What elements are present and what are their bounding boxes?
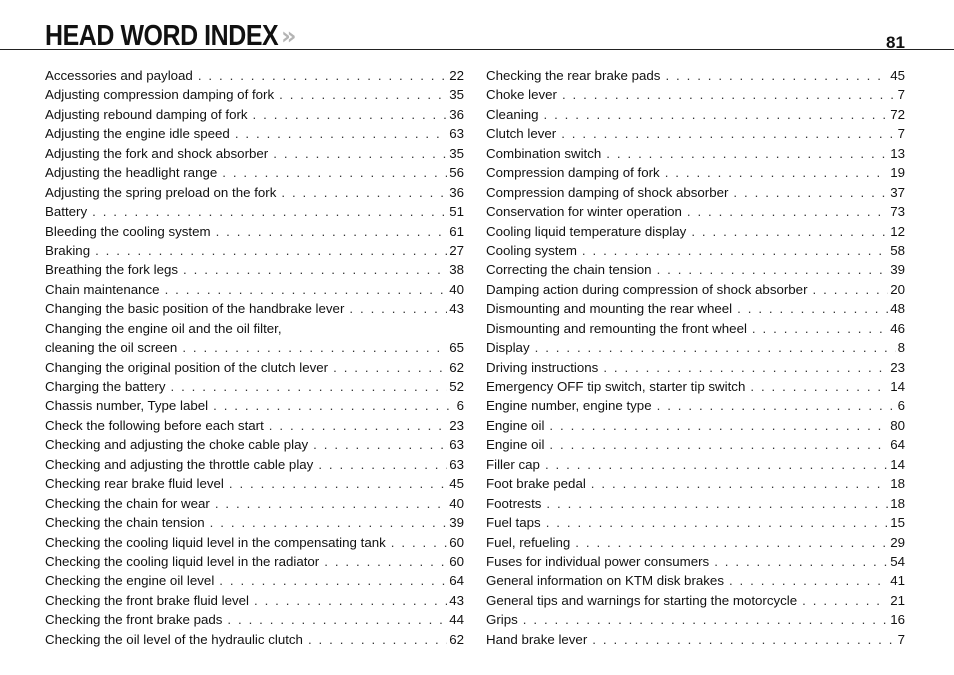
index-entry — [45, 319, 464, 338]
entry-page-number: 41 — [890, 573, 905, 589]
entry-label: Clutch lever — [486, 126, 557, 142]
entry-page-number: 18 — [890, 495, 905, 511]
index-entry — [486, 260, 905, 279]
entry-label: Checking rear brake fluid level — [45, 476, 224, 492]
dot-leader — [691, 222, 888, 241]
dot-leader — [235, 124, 447, 143]
entry-label: Adjusting the headlight range — [45, 165, 218, 181]
dot-leader — [308, 630, 447, 649]
index-entry — [486, 319, 905, 338]
entry-label: Foot brake pedal — [486, 476, 586, 492]
entry-page-number: 13 — [890, 145, 905, 161]
dot-leader — [591, 474, 888, 493]
dot-leader — [213, 396, 454, 415]
entry-page-number: 48 — [890, 301, 905, 317]
dot-leader — [592, 630, 895, 649]
index-entry — [486, 396, 905, 415]
dot-leader — [813, 280, 889, 299]
entry-label: Cooling system — [486, 242, 577, 258]
index-entry — [486, 124, 905, 143]
index-entry — [486, 494, 905, 513]
entry-label: Changing the engine oil and the oil filter, — [45, 320, 282, 336]
entry-label: Conservation for winter operation — [486, 204, 682, 220]
dot-leader — [582, 241, 888, 260]
entry-page-number: 36 — [449, 106, 464, 122]
index-entry — [486, 591, 905, 610]
dot-leader — [95, 241, 447, 260]
dot-leader — [92, 202, 447, 221]
page-header — [0, 0, 954, 52]
index-entry — [45, 163, 464, 182]
index-entry — [45, 241, 464, 260]
index-entry — [486, 377, 905, 396]
index-entry — [45, 222, 464, 241]
entry-page-number: 64 — [890, 437, 905, 453]
entry-page-number: 38 — [449, 262, 464, 278]
entry-label: Fuel taps — [486, 515, 541, 531]
entry-page-number: 63 — [449, 456, 464, 472]
entry-label: Breathing the fork legs — [45, 262, 179, 278]
index-entry — [45, 338, 464, 357]
entry-page-number: 44 — [449, 612, 464, 628]
entry-label: Engine number, engine type — [486, 398, 652, 414]
index-entry — [45, 474, 464, 493]
dot-leader — [752, 319, 888, 338]
entry-label: Checking and adjusting the throttle cable play — [45, 456, 314, 472]
entry-page-number: 23 — [890, 359, 905, 375]
entry-label: Driving instructions — [486, 359, 599, 375]
index-entry — [486, 455, 905, 474]
entry-page-number: 45 — [890, 68, 905, 83]
entry-label: Check the following before each start — [45, 417, 264, 433]
dot-leader — [183, 260, 447, 279]
entry-page-number: 27 — [449, 242, 464, 258]
entry-label: Correcting the chain tension — [486, 262, 652, 278]
entry-page-number: 40 — [449, 281, 464, 297]
index-entry — [45, 183, 464, 202]
index-entry — [45, 105, 464, 124]
entry-page-number: 63 — [449, 126, 464, 142]
entry-label: Chain maintenance — [45, 281, 160, 297]
index-entry — [45, 396, 464, 415]
dot-leader — [227, 610, 447, 629]
index-column-right — [486, 66, 905, 649]
entry-page-number: 62 — [449, 631, 464, 647]
entry-label: Fuel, refueling — [486, 534, 571, 550]
dot-leader — [545, 455, 888, 474]
entry-label: Cooling liquid temperature display — [486, 223, 687, 239]
dot-leader — [349, 299, 447, 318]
dot-leader — [165, 280, 448, 299]
dot-leader — [535, 338, 896, 357]
index-entry — [45, 260, 464, 279]
entry-page-number: 21 — [890, 592, 905, 608]
header-rule — [0, 49, 954, 50]
index-entry — [45, 513, 464, 532]
entry-label: General information on KTM disk brakes — [486, 573, 724, 589]
index-entry — [45, 533, 464, 552]
index-entry — [45, 66, 464, 85]
entry-page-number: 60 — [449, 534, 464, 550]
entry-label: Adjusting the spring preload on the fork — [45, 184, 277, 200]
entry-label: Engine oil — [486, 417, 545, 433]
index-entry — [486, 338, 905, 357]
entry-page-number: 40 — [449, 495, 464, 511]
entry-page-number: 16 — [890, 612, 905, 628]
entry-label: Changing the basic position of the handbrake lever — [45, 301, 345, 317]
index-entry — [45, 280, 464, 299]
dot-leader — [549, 435, 888, 454]
dot-leader — [273, 144, 447, 163]
entry-page-number: 7 — [897, 631, 905, 647]
index-entry — [486, 552, 905, 571]
index-column-left — [45, 66, 464, 649]
entry-label: Battery — [45, 204, 88, 220]
entry-page-number: 8 — [897, 340, 905, 356]
entry-page-number: 6 — [897, 398, 905, 414]
entry-page-number: 18 — [890, 476, 905, 492]
index-entry — [45, 591, 464, 610]
dot-leader — [562, 85, 896, 104]
dot-leader — [269, 416, 447, 435]
dot-leader — [222, 163, 447, 182]
index-entry — [486, 533, 905, 552]
entry-label: Fuses for individual power consumers — [486, 553, 710, 569]
dot-leader — [219, 571, 447, 590]
entry-page-number: 15 — [890, 515, 905, 531]
entry-label: Engine oil — [486, 437, 545, 453]
entry-page-number: 51 — [449, 204, 464, 220]
dot-leader — [603, 358, 888, 377]
entry-page-number: 12 — [890, 223, 905, 239]
entry-label: Display — [486, 340, 530, 356]
entry-page-number: 19 — [890, 165, 905, 181]
dot-leader — [561, 124, 895, 143]
dot-leader — [575, 533, 888, 552]
entry-page-number: 14 — [890, 379, 905, 394]
index-entry — [486, 241, 905, 260]
index-entry — [486, 416, 905, 435]
index-entry — [486, 571, 905, 590]
dot-leader — [324, 552, 447, 571]
dot-leader — [229, 474, 447, 493]
entry-page-number: 23 — [449, 417, 464, 433]
entry-label: Footrests — [486, 495, 542, 511]
dot-leader — [313, 435, 447, 454]
dot-leader — [253, 105, 448, 124]
dot-leader — [170, 377, 447, 396]
index-entry — [486, 474, 905, 493]
index-entry — [45, 299, 464, 318]
entry-label: Checking the oil level of the hydraulic clutch — [45, 631, 303, 647]
index-entry — [486, 610, 905, 629]
dot-leader — [665, 66, 888, 85]
entry-page-number: 73 — [890, 204, 905, 220]
entry-label: Checking the front brake fluid level — [45, 592, 249, 608]
entry-page-number: 45 — [449, 476, 464, 492]
dot-leader — [733, 183, 888, 202]
entry-page-number: 56 — [449, 165, 464, 181]
dot-leader — [182, 338, 447, 357]
entry-page-number: 61 — [449, 223, 464, 239]
dot-leader — [546, 494, 888, 513]
entry-label: cleaning the oil screen — [45, 340, 178, 356]
index-entry — [45, 435, 464, 454]
dot-leader — [657, 260, 889, 279]
entry-label: Damping action during compression of shock absorber — [486, 281, 808, 297]
index-entry — [45, 85, 464, 104]
dot-leader — [750, 377, 888, 396]
dot-leader — [523, 610, 888, 629]
entry-label: Adjusting compression damping of fork — [45, 87, 275, 103]
entry-page-number: 35 — [449, 87, 464, 103]
entry-label: Checking the engine oil level — [45, 573, 215, 589]
entry-label: Checking and adjusting the choke cable play — [45, 437, 309, 453]
index-entry — [45, 124, 464, 143]
dot-leader — [544, 105, 889, 124]
index-entry — [45, 377, 464, 396]
entry-label: Hand brake lever — [486, 631, 588, 647]
index-entry — [486, 66, 905, 85]
entry-page-number: 7 — [897, 87, 905, 103]
dot-leader — [687, 202, 888, 221]
entry-page-number: 39 — [449, 515, 464, 531]
index-entry — [45, 571, 464, 590]
dot-leader — [546, 513, 889, 532]
index-entry — [486, 358, 905, 377]
entry-page-number: 35 — [449, 145, 464, 161]
index-entry — [45, 494, 464, 513]
entry-page-number: 14 — [890, 456, 905, 472]
page-number: 81 — [886, 33, 905, 52]
index-entry — [486, 105, 905, 124]
entry-page-number: 60 — [449, 553, 464, 569]
entry-page-number: 62 — [449, 359, 464, 375]
dot-leader — [391, 533, 447, 552]
index-entry — [45, 610, 464, 629]
index-entry — [486, 299, 905, 318]
entry-label: Cleaning — [486, 106, 539, 122]
entry-page-number: 72 — [890, 106, 905, 122]
dot-leader — [198, 66, 447, 85]
dot-leader — [729, 571, 888, 590]
index-entry — [45, 455, 464, 474]
entry-label: Braking — [45, 242, 91, 258]
entry-label: Accessories and payload — [45, 68, 193, 83]
index-entry — [45, 358, 464, 377]
entry-label: Choke lever — [486, 87, 557, 103]
entry-label: Filler cap — [486, 456, 540, 472]
dot-leader — [606, 144, 888, 163]
entry-page-number: 29 — [890, 534, 905, 550]
index-entry — [486, 163, 905, 182]
entry-page-number: 58 — [890, 242, 905, 258]
entry-label: Compression damping of shock absorber — [486, 184, 729, 200]
entry-label: Checking the rear brake pads — [486, 68, 661, 83]
entry-label: Checking the cooling liquid level in the radiator — [45, 553, 320, 569]
entry-label: General tips and warnings for starting the motorcycle — [486, 592, 798, 608]
dot-leader — [210, 513, 448, 532]
entry-page-number: 54 — [890, 553, 905, 569]
dot-leader — [318, 455, 447, 474]
dot-leader — [333, 358, 447, 377]
dot-leader — [665, 163, 889, 182]
entry-page-number: 36 — [449, 184, 464, 200]
entry-label: Checking the chain tension — [45, 515, 205, 531]
entry-label: Charging the battery — [45, 379, 166, 394]
dot-leader — [737, 299, 888, 318]
entry-label: Chassis number, Type label — [45, 398, 209, 414]
entry-label: Checking the front brake pads — [45, 612, 223, 628]
index-entry — [486, 280, 905, 299]
entry-label: Emergency OFF tip switch, starter tip switch — [486, 379, 746, 394]
entry-page-number: 52 — [449, 379, 464, 394]
index-entry — [45, 552, 464, 571]
entry-page-number: 65 — [449, 340, 464, 356]
entry-label: Grips — [486, 612, 518, 628]
index-entry — [486, 222, 905, 241]
index-entry — [486, 630, 905, 649]
dot-leader — [254, 591, 447, 610]
chevron-right-icon: » — [281, 22, 297, 50]
index-entry — [486, 144, 905, 163]
dot-leader — [281, 183, 447, 202]
entry-page-number: 80 — [890, 417, 905, 433]
entry-page-number: 64 — [449, 573, 464, 589]
entry-label: Adjusting rebound damping of fork — [45, 106, 248, 122]
entry-label: Dismounting and mounting the rear wheel — [486, 301, 733, 317]
entry-page-number: 7 — [897, 126, 905, 142]
dot-leader — [279, 85, 447, 104]
index-entry — [45, 144, 464, 163]
dot-leader — [549, 416, 888, 435]
index-entry — [486, 513, 905, 532]
entry-page-number: 22 — [449, 68, 464, 83]
index-entry — [486, 85, 905, 104]
index-entry — [486, 202, 905, 221]
dot-leader — [714, 552, 888, 571]
entry-page-number: 43 — [449, 301, 464, 317]
entry-label: Checking the cooling liquid level in the compensating tank — [45, 534, 386, 550]
entry-page-number: 43 — [449, 592, 464, 608]
dot-leader — [215, 494, 447, 513]
entry-label: Compression damping of fork — [486, 165, 660, 181]
dot-leader — [802, 591, 888, 610]
entry-label: Bleeding the cooling system — [45, 223, 211, 239]
entry-page-number: 20 — [890, 281, 905, 297]
entry-label: Adjusting the fork and shock absorber — [45, 145, 269, 161]
entry-page-number: 37 — [890, 184, 905, 200]
entry-page-number: 63 — [449, 437, 464, 453]
index-entry — [45, 416, 464, 435]
entry-page-number: 46 — [890, 320, 905, 336]
entry-label: Adjusting the engine idle speed — [45, 126, 230, 142]
index-entry — [486, 183, 905, 202]
entry-page-number: 39 — [890, 262, 905, 278]
dot-leader — [216, 222, 448, 241]
index-entry — [45, 202, 464, 221]
index-entry — [45, 630, 464, 649]
entry-label: Changing the original position of the clutch lever — [45, 359, 329, 375]
dot-leader — [657, 396, 896, 415]
entry-label: Dismounting and remounting the front wheel — [486, 320, 747, 336]
page-title: HEAD WORD INDEX — [45, 20, 279, 52]
entry-page-number: 6 — [456, 398, 464, 414]
entry-label: Combination switch — [486, 145, 602, 161]
entry-label: Checking the chain for wear — [45, 495, 210, 511]
index-entry — [486, 435, 905, 454]
